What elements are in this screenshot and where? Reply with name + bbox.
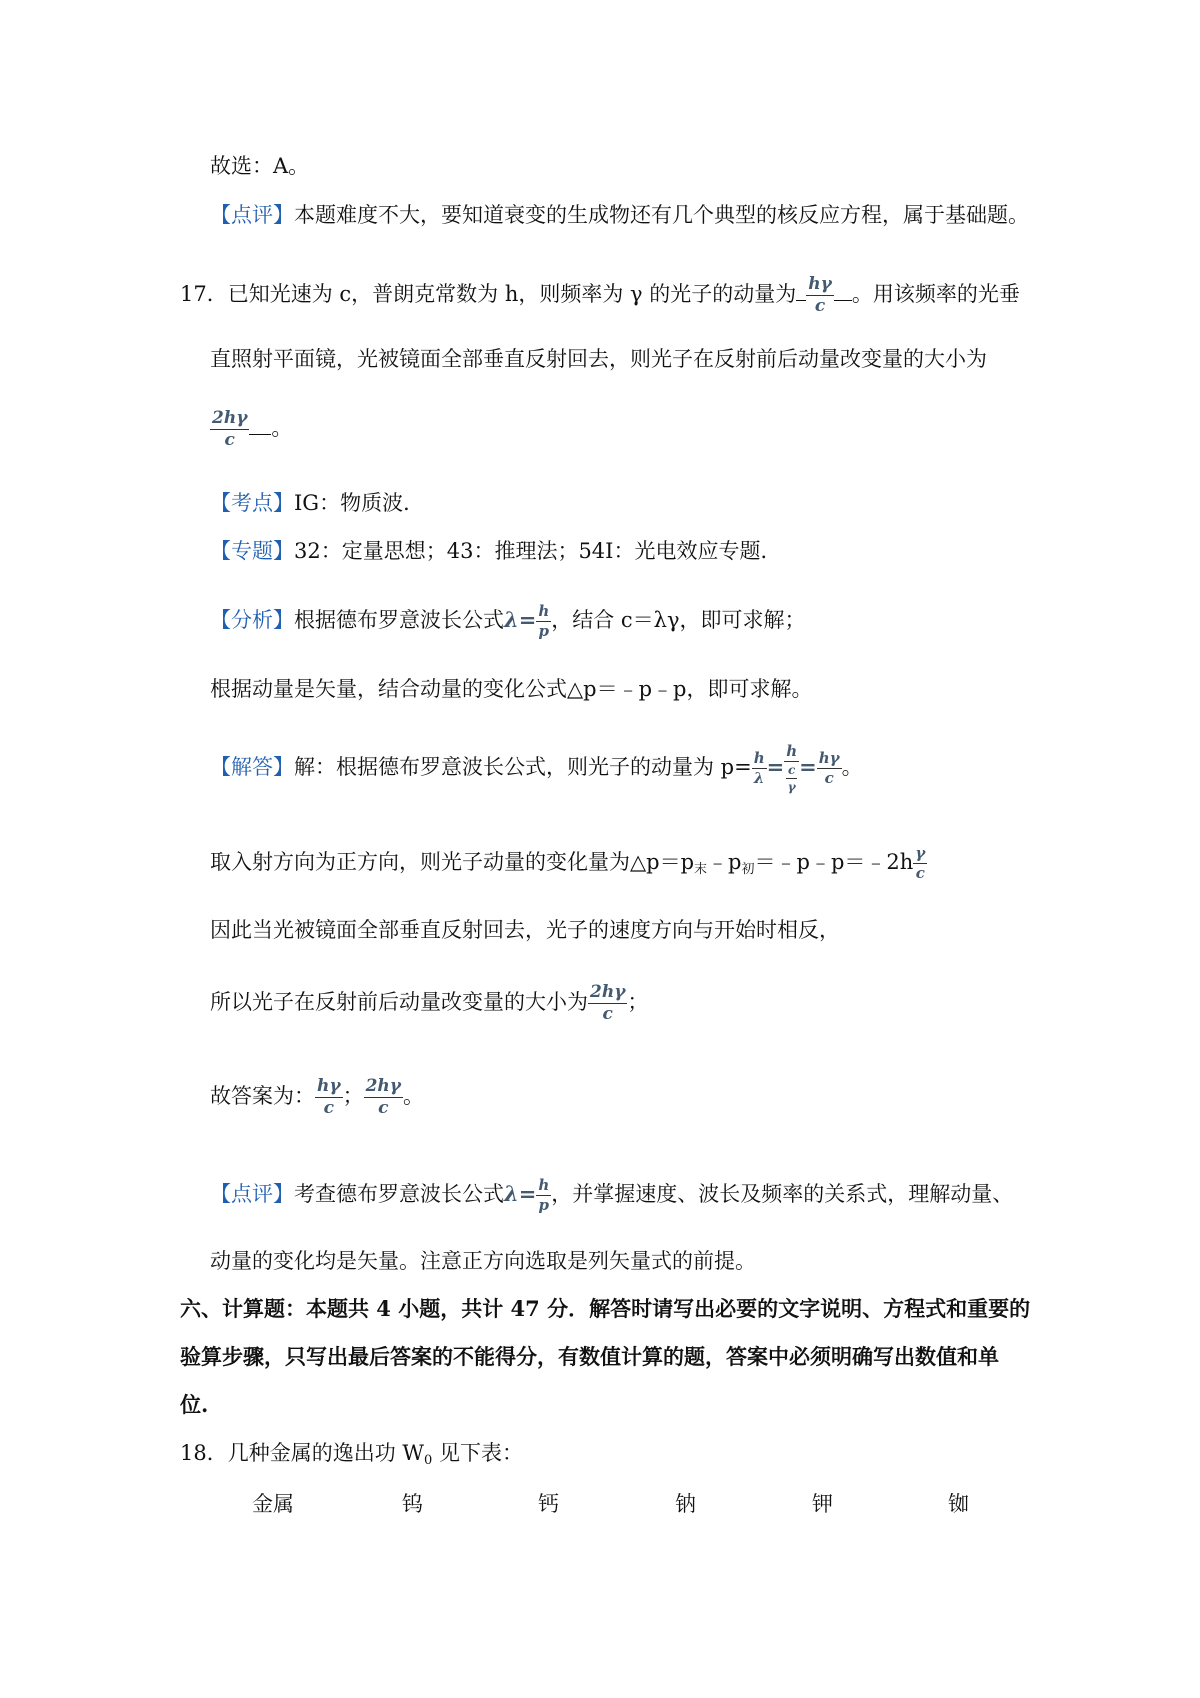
answer-2hgamma-over-c: $\frac{2h\gamma}{c}$ bbox=[590, 982, 626, 1024]
h-over-c-over-gamma: $\frac{h}{\frac{c}{\gamma}}$ bbox=[786, 742, 798, 794]
dianping-line2: 动量的变化均是矢量。注意正方向选取是列矢量式的前提。 bbox=[210, 1249, 756, 1273]
q17-stem-b: 。用该频率的光垂 bbox=[851, 282, 1020, 306]
jieda-line2: 取入射方向为正方向，则光子动量的变化量为$\triangle p=p_末﹣p_初=﹣p﹣p=﹣2h$ $\frac{\gamma}{c}$ bbox=[210, 844, 926, 882]
jieda-line3: 因此当光被镜面全部垂直反射回去，光子的速度方向与开始时相反， bbox=[210, 918, 840, 942]
table-header-cell: 钾 bbox=[812, 1492, 833, 1516]
dianping-line1: 【点评】考查德布罗意波长公式λ= $\frac{h}{p}$ ，并掌握速度、波长及频率的关系式，理解动量、 bbox=[210, 1176, 1014, 1214]
h-gamma-over-c: $\frac{h\gamma}{c}$ bbox=[818, 749, 840, 787]
table-header-cell: 钠 bbox=[675, 1492, 696, 1516]
zhuanti-line: 【专题】32：定量思想；43：推理法；54I：光电效应专题． bbox=[210, 539, 782, 563]
jieda-line4: 所以光子在反射前后动量改变量的大小为 $\frac{2h\gamma}{c}$ ； bbox=[210, 982, 649, 1024]
prev-comment bbox=[210, 200, 1029, 230]
choice-line: 故选：A。 bbox=[210, 154, 310, 178]
lambda-symbol: λ bbox=[504, 607, 519, 632]
final-answer-1: $\frac{h\gamma}{c}$ bbox=[317, 1076, 341, 1118]
q17-stem-line1 bbox=[180, 276, 1020, 315]
jieda-line1: 【解答】解：根据德布罗意波长公式，则光子的动量为 p= $\frac{h}{\lambda}$ = $\frac{h}{\frac{c}{\gamma}}$ = $\frac{h\gamma}{c}$ 。 bbox=[210, 742, 863, 794]
comment-tag: 【点评】 bbox=[210, 203, 294, 227]
answer-blank-1 bbox=[796, 300, 806, 301]
answer-blank-1b bbox=[834, 300, 852, 301]
gamma-over-c: $\frac{\gamma}{c}$ bbox=[915, 844, 926, 882]
q17-stem-line3: $\frac{2h\gamma}{c}$ 。 bbox=[212, 408, 293, 450]
table-header-cell: 铷 bbox=[948, 1492, 969, 1516]
section6-line3: 位. bbox=[180, 1392, 209, 1417]
answer-blank-2 bbox=[249, 434, 271, 435]
table-header-cell: 钙 bbox=[538, 1492, 559, 1516]
section6-line2: 验算步骤，只写出最后答案的不能得分，有数值计算的题，答案中必须明确写出数值和单 bbox=[180, 1344, 999, 1369]
h-over-lambda: $\frac{h}{\lambda}$ bbox=[753, 749, 765, 787]
answer-fraction-2: $\frac{2h\gamma}{c}$ bbox=[212, 408, 248, 450]
q18-stem: 18．几种金属的逸出功 $W_0$ 见下表： bbox=[180, 1441, 523, 1468]
table-header-cell: 金属 bbox=[252, 1492, 294, 1516]
answer-fraction-1: $\frac{h\gamma}{c}$ bbox=[808, 274, 832, 316]
section6-line1: 六、计算题：本题共 4 小题，共计 47 分．解答时请写出必要的文字说明、方程式和重要的 bbox=[180, 1296, 1031, 1321]
comment-text: 本题难度不大，要知道衰变的生成物还有几个典型的核反应方程，属于基础题。 bbox=[294, 203, 1029, 227]
q17-number: 17． bbox=[180, 282, 228, 306]
fenxi-line2: 根据动量是矢量，结合动量的变化公式△p＝﹣p﹣p，即可求解。 bbox=[210, 677, 813, 701]
fenxi-line1: 【分析】根据德布罗意波长公式λ= $\frac{h}{p}$ ，结合 c＝λγ，即可求解； bbox=[210, 602, 806, 640]
q17-stem-line2: 直照射平面镜，光被镜面全部垂直反射回去，则光子在反射前后动量改变量的大小为 bbox=[210, 347, 987, 371]
final-answer-2: $\frac{2h\gamma}{c}$ bbox=[365, 1076, 402, 1118]
h-over-p-fraction: $\frac{h}{p}$ bbox=[538, 602, 550, 640]
table-header-cell: 钨 bbox=[402, 1492, 423, 1516]
h-over-p-fraction-2: $\frac{h}{p}$ bbox=[538, 1176, 550, 1214]
kaodian-line: 【考点】IG：物质波． bbox=[210, 491, 425, 515]
final-answer-line: 故答案为： $\frac{h\gamma}{c}$ ； $\frac{2h\gamma}{c}$ 。 bbox=[210, 1076, 425, 1118]
q17-stem-a: 已知光速为 c，普朗克常数为 h，则频率为 γ 的光子的动量为 bbox=[227, 282, 797, 306]
